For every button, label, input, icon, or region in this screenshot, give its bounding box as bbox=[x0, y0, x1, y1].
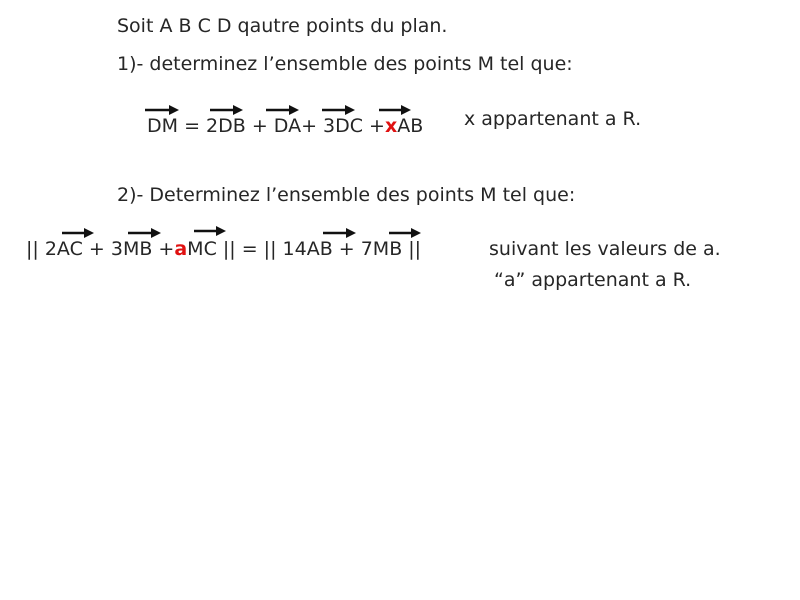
question-1-equation-right: AB bbox=[397, 115, 424, 137]
arrow-icon-mc bbox=[194, 226, 226, 236]
arrow-icon-da bbox=[266, 105, 299, 115]
arrow-icon-mb bbox=[128, 228, 161, 238]
question-2-equation-right: MC || = || 14AB + 7MB || bbox=[187, 238, 422, 260]
question-2-equation bbox=[26, 240, 421, 259]
arrow-icon-ac bbox=[62, 228, 94, 238]
question-2-condition-domain: “a” appartenant a R. bbox=[494, 269, 692, 291]
question-1-equation-left: DM = 2DB + DA+ 3DC + bbox=[147, 115, 385, 137]
intro-text: Soit A B C D qautre points du plan. bbox=[117, 15, 448, 37]
arrow-icon-ab bbox=[379, 105, 411, 115]
arrow-icon-14ab bbox=[323, 228, 356, 238]
arrow-icon-dc bbox=[322, 105, 355, 115]
question-1-equation bbox=[147, 117, 423, 136]
arrow-icon-7mb bbox=[389, 228, 421, 238]
question-2-equation-left: || 2AC + 3MB + bbox=[26, 238, 175, 260]
variable-x: x bbox=[384, 115, 398, 137]
question-2-prompt: 2)- Determinez l’ensemble des points M tel que: bbox=[117, 184, 576, 206]
arrow-icon-dm bbox=[145, 105, 179, 115]
arrow-icon-db bbox=[210, 105, 243, 115]
question-2-condition-values: suivant les valeurs de a. bbox=[489, 238, 721, 260]
question-1-prompt: 1)- determinez l’ensemble des points M tel que: bbox=[117, 53, 573, 75]
variable-a: a bbox=[174, 238, 188, 260]
question-1-condition: x appartenant a R. bbox=[464, 108, 642, 130]
